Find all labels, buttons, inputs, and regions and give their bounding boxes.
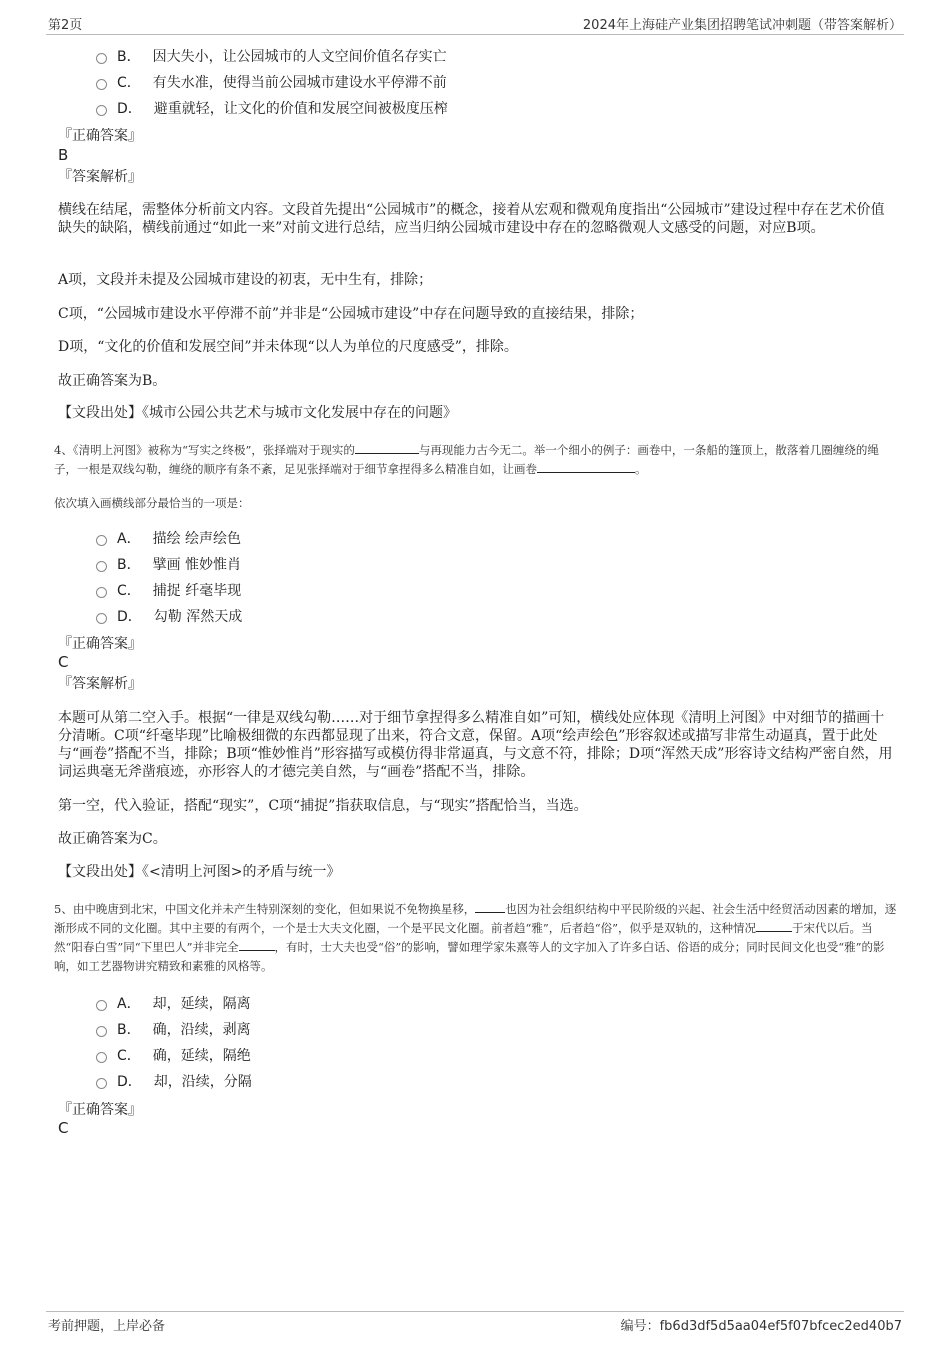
- q3-analysis-para: 故正确答案为B。: [58, 373, 167, 389]
- q4-option-b[interactable]: B． 擘画 惟妙惟肖: [96, 552, 242, 578]
- radio-icon[interactable]: [96, 587, 107, 598]
- q4-source: 【文段出处】《<清明上河图>的矛盾与统一》: [58, 864, 341, 880]
- q5-option-d[interactable]: D． 却，沿续，分隔: [96, 1069, 252, 1095]
- document-title: 2024年上海硅产业集团招聘笔试冲刺题（带答案解析）: [582, 18, 902, 33]
- q3-analysis-para: 横线在结尾，需整体分析前文内容。文段首先提出“公园城市”的概念，接着从宏观和微观角度指出“公园城市”建设过程中存在艺术价值缺失的缺陷，横线前通过“如此一来”对前文进行总结，应当归纳公园城市建设中存在的忽略微观人文感受的问题，对应B项。: [58, 202, 885, 236]
- q4-analysis-para: 故正确答案为C。: [58, 831, 167, 847]
- footer-slogan: 考前押题，上岸必备: [48, 1319, 166, 1334]
- q5-answer: C: [58, 1119, 69, 1137]
- radio-icon[interactable]: [96, 561, 107, 572]
- document-id: 编号：fb6d3df5d5aa04ef5f07bfcec2ed40b7: [620, 1319, 902, 1334]
- q5-stem: 5、由中晚唐到北宋，中国文化并未产生特别深刻的变化，但如果说不免物换星移， 也因为社会组织结构中平民阶级的兴起、社会生活中经贸活动因素的增加，逐渐形成不同的文化圈。其中主要的有两个，一个是士大夫文化圈，一个是平民文化圈。前者趋“雅”，后者趋“俗”，似乎是双轨的，这种情况 于宋代以后。当然“阳春白雪”同“下里巴人”并非完全 ，有时，士大夫也受“俗”的影响，譬如理学家朱熹等人的文字加入了许多白话、俗语的成分；同时民间文化也受“雅”的影响，如工艺器物讲究精致和素雅的风格等。: [54, 902, 897, 973]
- q4-prompt: 依次填入画横线部分最恰当的一项是：: [54, 496, 250, 510]
- q4-stem: 4、《清明上河图》被称为“写实之终极”，张择端对于现实的 与再现能力古今无二。举一个细小的例子：画卷中，一条船的篷顶上，散落着几圈缠绕的绳子，一根是双线勾勒，缠绕的顺序有条不紊，足见张择端对于细节拿捏得多么精准自如，让画卷 。: [54, 443, 879, 476]
- radio-icon[interactable]: [96, 535, 107, 546]
- q4-analysis-para: 本题可从第二空入手。根据“一律是双线勾勒……对于细节拿捏得多么精准自如”可知，横线处应体现《清明上河图》中对细节的描画十分清晰。C项“纤毫毕现”比喻极细微的东西都显现了出来，符合文意，保留。A项“绘声绘色”形容叙述或描写非常生动逼真，置于此处与“画卷”搭配不当，排除；B项“惟妙惟肖”形容描写或模仿得非常逼真，与文意不符，排除；D项“浑然天成”形容诗文结构严密自然，用词运典毫无斧凿痕迹，亦形容人的才德完美自然，与“画卷”搭配不当，排除。: [58, 710, 893, 780]
- q3-options: [96, 44, 448, 122]
- q5-option-b[interactable]: B． 确，沿续，剥离: [96, 1017, 252, 1043]
- radio-icon[interactable]: [96, 105, 107, 116]
- q4-options: [96, 526, 242, 630]
- q3-analysis-label: 『答案解析』: [58, 169, 142, 185]
- blank-field: [537, 460, 635, 473]
- q3-source: 【文段出处】《城市公园公共艺术与城市文化发展中存在的问题》: [58, 405, 457, 421]
- radio-icon[interactable]: [96, 79, 107, 90]
- q3-option-b[interactable]: B． 因大失小，让公园城市的人文空间价值名存实亡: [96, 44, 448, 70]
- page-footer: [46, 1311, 904, 1334]
- q4-option-c[interactable]: C． 捕捉 纤毫毕现: [96, 578, 242, 604]
- blank-field: [756, 919, 792, 932]
- blank-field: [475, 900, 505, 913]
- q4-option-a[interactable]: A． 描绘 绘声绘色: [96, 526, 242, 552]
- radio-icon[interactable]: [96, 53, 107, 64]
- q3-analysis-para: A项，文段并未提及公园城市建设的初衷，无中生有，排除；: [58, 272, 433, 288]
- blank-field: [355, 441, 419, 454]
- radio-icon[interactable]: [96, 1000, 107, 1011]
- q3-analysis-para: D项，“文化的价值和发展空间”并未体现“以人为单位的尺度感受”，排除。: [58, 339, 518, 355]
- q3-answer: B: [58, 146, 69, 164]
- q4-answer-label: 『正确答案』: [58, 636, 142, 652]
- q5-answer-label: 『正确答案』: [58, 1102, 142, 1118]
- radio-icon[interactable]: [96, 1052, 107, 1063]
- q5-options: [96, 991, 252, 1095]
- q5-option-c[interactable]: C． 确，延续，隔绝: [96, 1043, 252, 1069]
- page-number: 第2页: [48, 18, 83, 33]
- q3-answer-label: 『正确答案』: [58, 128, 142, 144]
- q3-analysis-para: C项，“公园城市建设水平停滞不前”并非是“公园城市建设”中存在问题导致的直接结果，排除；: [58, 306, 644, 322]
- q4-analysis-para: 第一空，代入验证，搭配“现实”，C项“捕捉”指获取信息，与“现实”搭配恰当，当选。: [58, 798, 588, 814]
- q3-option-c[interactable]: C． 有失水准，使得当前公园城市建设水平停滞不前: [96, 70, 448, 96]
- q4-answer: C: [58, 653, 69, 671]
- radio-icon[interactable]: [96, 1026, 107, 1037]
- page-header: [46, 14, 904, 35]
- radio-icon[interactable]: [96, 1078, 107, 1089]
- q4-option-d[interactable]: D． 勾勒 浑然天成: [96, 604, 242, 630]
- q4-analysis-label: 『答案解析』: [58, 676, 142, 692]
- q5-option-a[interactable]: A． 却，延续，隔离: [96, 991, 252, 1017]
- blank-field: [239, 938, 275, 951]
- radio-icon[interactable]: [96, 613, 107, 624]
- q3-option-d[interactable]: D． 避重就轻，让文化的价值和发展空间被极度压榨: [96, 96, 448, 122]
